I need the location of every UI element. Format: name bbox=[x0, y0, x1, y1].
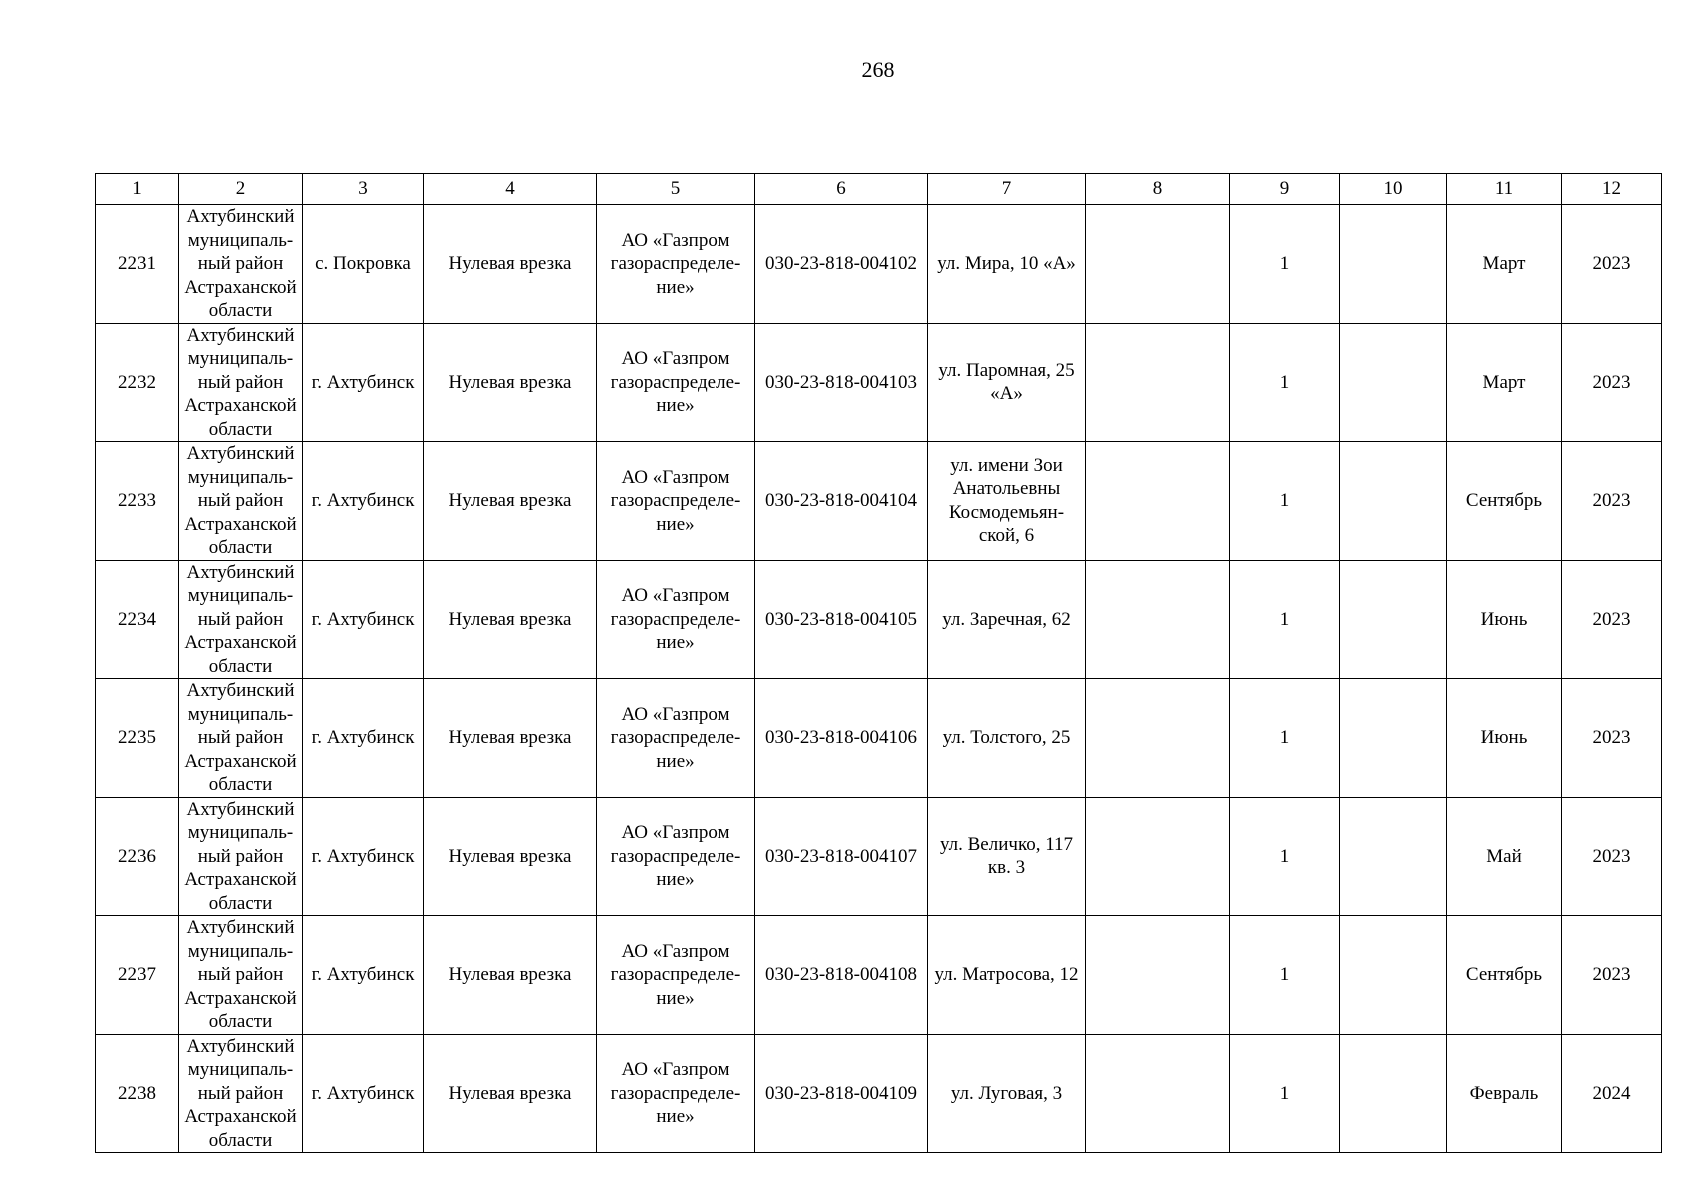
organization-line: газораспределе- bbox=[610, 371, 741, 393]
year-cell: 2023 bbox=[1562, 205, 1662, 324]
municipality-line: муниципаль- bbox=[187, 703, 294, 725]
organization-cell bbox=[597, 797, 755, 916]
row-number-cell: 2233 bbox=[96, 442, 179, 561]
organization-cell bbox=[597, 1034, 755, 1153]
municipality-line: области bbox=[208, 655, 273, 677]
municipality-line: Астраханской bbox=[184, 513, 297, 535]
address-line: ул. Величко, 117 bbox=[939, 833, 1074, 855]
column-8-cell bbox=[1086, 679, 1230, 798]
organization-cell bbox=[597, 916, 755, 1035]
column-10-cell bbox=[1340, 560, 1447, 679]
code-cell: 030-23-818-004102 bbox=[755, 205, 928, 324]
connection-type-cell: Нулевая врезка bbox=[424, 442, 597, 561]
row-number-cell: 2234 bbox=[96, 560, 179, 679]
address-line: «А» bbox=[990, 383, 1023, 405]
municipality-line: муниципаль- bbox=[187, 466, 294, 488]
column-header: 2 bbox=[179, 174, 303, 205]
organization-line: ние» bbox=[656, 276, 695, 298]
organization-line: ние» bbox=[656, 513, 695, 535]
month-cell: Сентябрь bbox=[1447, 442, 1562, 561]
organization-cell bbox=[597, 205, 755, 324]
month-cell: Март bbox=[1447, 205, 1562, 324]
municipality-line: ный район bbox=[197, 845, 284, 867]
column-8-cell bbox=[1086, 442, 1230, 561]
address-cell bbox=[928, 679, 1086, 798]
municipality-line: ный район bbox=[197, 371, 284, 393]
municipality-cell bbox=[179, 1034, 303, 1153]
column-header: 8 bbox=[1086, 174, 1230, 205]
organization-line: ние» bbox=[656, 1106, 695, 1127]
column-8-cell bbox=[1086, 797, 1230, 916]
column-header: 10 bbox=[1340, 174, 1447, 205]
row-number-cell: 2237 bbox=[96, 916, 179, 1035]
municipality-line: ный район bbox=[197, 1082, 284, 1104]
column-10-cell bbox=[1340, 442, 1447, 561]
column-10-cell bbox=[1340, 205, 1447, 324]
column-10-cell bbox=[1340, 323, 1447, 442]
municipality-cell bbox=[179, 679, 303, 798]
municipality-line: Астраханской bbox=[184, 276, 297, 298]
locality-cell: г. Ахтубинск bbox=[303, 560, 424, 679]
address-cell bbox=[928, 323, 1086, 442]
connection-type-cell: Нулевая врезка bbox=[424, 323, 597, 442]
address-line: ул. Паромная, 25 bbox=[938, 359, 1075, 381]
organization-line: АО «Газпром bbox=[621, 822, 730, 843]
organization-cell bbox=[597, 679, 755, 798]
table-row bbox=[96, 797, 1662, 916]
year-cell: 2023 bbox=[1562, 679, 1662, 798]
locality-cell: г. Ахтубинск bbox=[303, 442, 424, 561]
column-header: 12 bbox=[1562, 174, 1662, 205]
municipality-line: Ахтубинский bbox=[186, 917, 295, 938]
quantity-cell: 1 bbox=[1230, 679, 1340, 798]
column-10-cell bbox=[1340, 1034, 1447, 1153]
row-number-cell: 2238 bbox=[96, 1034, 179, 1153]
organization-line: АО «Газпром bbox=[621, 1059, 730, 1080]
address-line: Анатольевны bbox=[952, 478, 1061, 500]
code-cell: 030-23-818-004108 bbox=[755, 916, 928, 1035]
month-cell: Июнь bbox=[1447, 679, 1562, 798]
organization-cell bbox=[597, 442, 755, 561]
column-10-cell bbox=[1340, 916, 1447, 1035]
municipality-line: Астраханской bbox=[184, 1106, 297, 1127]
address-line: ул. Заречная, 62 bbox=[942, 608, 1071, 630]
row-number-cell: 2232 bbox=[96, 323, 179, 442]
address-line: ул. имени Зои bbox=[950, 454, 1063, 476]
organization-line: газораспределе- bbox=[610, 490, 741, 511]
organization-line: АО «Газпром bbox=[621, 348, 730, 369]
column-8-cell bbox=[1086, 1034, 1230, 1153]
year-cell: 2023 bbox=[1562, 323, 1662, 442]
organization-line: газораспределе- bbox=[610, 727, 741, 748]
municipality-line: муниципаль- bbox=[187, 1059, 294, 1080]
table-row bbox=[96, 560, 1662, 679]
municipality-line: муниципаль- bbox=[187, 822, 294, 843]
quantity-cell: 1 bbox=[1230, 797, 1340, 916]
address-line: ул. Толстого, 25 bbox=[942, 727, 1071, 748]
table-row bbox=[96, 1034, 1662, 1153]
address-cell bbox=[928, 442, 1086, 561]
locality-cell: г. Ахтубинск bbox=[303, 1034, 424, 1153]
municipality-cell bbox=[179, 205, 303, 324]
month-cell: Июнь bbox=[1447, 560, 1562, 679]
column-8-cell bbox=[1086, 560, 1230, 679]
locality-cell: г. Ахтубинск bbox=[303, 797, 424, 916]
address-cell bbox=[928, 1034, 1086, 1153]
column-header: 9 bbox=[1230, 174, 1340, 205]
quantity-cell: 1 bbox=[1230, 323, 1340, 442]
code-cell: 030-23-818-004107 bbox=[755, 797, 928, 916]
municipality-line: Ахтубинский bbox=[186, 680, 295, 701]
municipality-line: Ахтубинский bbox=[186, 324, 295, 346]
municipality-line: Астраханской bbox=[184, 395, 297, 416]
locality-cell: г. Ахтубинск bbox=[303, 916, 424, 1035]
connection-type-cell: Нулевая врезка bbox=[424, 205, 597, 324]
organization-line: АО «Газпром bbox=[621, 229, 730, 251]
code-cell: 030-23-818-004109 bbox=[755, 1034, 928, 1153]
municipality-line: муниципаль- bbox=[187, 348, 294, 369]
page-number: 268 bbox=[861, 57, 895, 82]
code-cell: 030-23-818-004103 bbox=[755, 323, 928, 442]
organization-line: АО «Газпром bbox=[621, 466, 730, 488]
year-cell: 2024 bbox=[1562, 1034, 1662, 1153]
table-row bbox=[96, 916, 1662, 1035]
locality-cell: с. Покровка bbox=[303, 205, 424, 324]
municipality-cell bbox=[179, 916, 303, 1035]
row-number-cell: 2235 bbox=[96, 679, 179, 798]
month-cell: Сентябрь bbox=[1447, 916, 1562, 1035]
municipality-line: ный район bbox=[197, 608, 284, 630]
table-row bbox=[96, 205, 1662, 324]
year-cell: 2023 bbox=[1562, 442, 1662, 561]
municipality-line: Астраханской bbox=[184, 987, 297, 1009]
locality-cell: г. Ахтубинск bbox=[303, 323, 424, 442]
column-number-row bbox=[96, 174, 1662, 205]
table-row bbox=[96, 323, 1662, 442]
column-8-cell bbox=[1086, 205, 1230, 324]
address-line: ской, 6 bbox=[978, 525, 1035, 547]
quantity-cell: 1 bbox=[1230, 560, 1340, 679]
municipality-cell bbox=[179, 797, 303, 916]
column-header: 11 bbox=[1447, 174, 1562, 205]
quantity-cell: 1 bbox=[1230, 205, 1340, 324]
connection-type-cell: Нулевая врезка bbox=[424, 560, 597, 679]
municipality-line: области bbox=[208, 892, 273, 914]
municipality-line: области bbox=[208, 537, 273, 558]
address-cell bbox=[928, 797, 1086, 916]
month-cell: Май bbox=[1447, 797, 1562, 916]
municipality-line: области bbox=[208, 1011, 273, 1032]
register-body bbox=[96, 174, 1662, 1153]
column-8-cell bbox=[1086, 916, 1230, 1035]
organization-line: ние» bbox=[656, 395, 695, 416]
municipality-cell bbox=[179, 323, 303, 442]
year-cell: 2023 bbox=[1562, 797, 1662, 916]
column-header: 7 bbox=[928, 174, 1086, 205]
municipality-line: Астраханской bbox=[184, 632, 297, 653]
row-number-cell: 2236 bbox=[96, 797, 179, 916]
municipality-line: области bbox=[208, 418, 273, 440]
organization-line: АО «Газпром bbox=[621, 585, 730, 606]
municipality-line: ный район bbox=[197, 490, 284, 511]
code-cell: 030-23-818-004105 bbox=[755, 560, 928, 679]
organization-line: АО «Газпром bbox=[621, 703, 730, 725]
municipality-line: ный район bbox=[197, 727, 284, 748]
municipality-line: ный район bbox=[197, 253, 284, 274]
municipality-line: области bbox=[208, 774, 273, 795]
column-header: 4 bbox=[424, 174, 597, 205]
year-cell: 2023 bbox=[1562, 560, 1662, 679]
municipality-line: муниципаль- bbox=[187, 940, 294, 962]
table-row bbox=[96, 442, 1662, 561]
organization-line: газораспределе- bbox=[610, 845, 741, 867]
organization-cell bbox=[597, 323, 755, 442]
connection-type-cell: Нулевая врезка bbox=[424, 916, 597, 1035]
column-header: 3 bbox=[303, 174, 424, 205]
municipality-line: Ахтубинский bbox=[186, 798, 295, 820]
code-cell: 030-23-818-004104 bbox=[755, 442, 928, 561]
address-line: ул. Мира, 10 «А» bbox=[937, 253, 1076, 274]
address-cell bbox=[928, 916, 1086, 1035]
column-header: 1 bbox=[96, 174, 179, 205]
connection-type-cell: Нулевая врезка bbox=[424, 679, 597, 798]
municipality-line: муниципаль- bbox=[187, 585, 294, 606]
municipality-line: Астраханской bbox=[184, 869, 297, 890]
code-cell: 030-23-818-004106 bbox=[755, 679, 928, 798]
quantity-cell: 1 bbox=[1230, 916, 1340, 1035]
month-cell: Март bbox=[1447, 323, 1562, 442]
municipality-line: ный район bbox=[197, 964, 284, 985]
organization-line: газораспределе- bbox=[610, 964, 741, 985]
municipality-line: Ахтубинский bbox=[186, 206, 295, 227]
organization-line: газораспределе- bbox=[610, 253, 741, 274]
organization-line: ние» bbox=[656, 750, 695, 772]
organization-line: газораспределе- bbox=[610, 1082, 741, 1104]
quantity-cell: 1 bbox=[1230, 1034, 1340, 1153]
address-line: ул. Матросова, 12 bbox=[934, 964, 1079, 985]
address-line: кв. 3 bbox=[987, 857, 1026, 879]
address-cell bbox=[928, 560, 1086, 679]
organization-cell bbox=[597, 560, 755, 679]
quantity-cell: 1 bbox=[1230, 442, 1340, 561]
column-8-cell bbox=[1086, 323, 1230, 442]
connection-type-cell: Нулевая врезка bbox=[424, 797, 597, 916]
locality-cell: г. Ахтубинск bbox=[303, 679, 424, 798]
address-cell bbox=[928, 205, 1086, 324]
column-header: 6 bbox=[755, 174, 928, 205]
municipality-line: Ахтубинский bbox=[186, 561, 295, 583]
table-row bbox=[96, 679, 1662, 798]
municipality-line: муниципаль- bbox=[187, 229, 294, 251]
municipality-cell bbox=[179, 560, 303, 679]
column-10-cell bbox=[1340, 679, 1447, 798]
column-10-cell bbox=[1340, 797, 1447, 916]
column-header: 5 bbox=[597, 174, 755, 205]
organization-line: газораспределе- bbox=[610, 608, 741, 630]
row-number-cell: 2231 bbox=[96, 205, 179, 324]
organization-line: ние» bbox=[656, 987, 695, 1009]
address-line: Космодемьян- bbox=[948, 501, 1065, 523]
municipality-cell bbox=[179, 442, 303, 561]
year-cell: 2023 bbox=[1562, 916, 1662, 1035]
municipality-line: области bbox=[208, 1129, 273, 1151]
municipality-line: области bbox=[208, 300, 273, 321]
municipality-line: Ахтубинский bbox=[186, 443, 295, 464]
municipality-line: Ахтубинский bbox=[186, 1035, 295, 1057]
register-table bbox=[95, 173, 1662, 1153]
organization-line: АО «Газпром bbox=[621, 940, 730, 962]
connection-type-cell: Нулевая врезка bbox=[424, 1034, 597, 1153]
organization-line: ние» bbox=[656, 869, 695, 890]
month-cell: Февраль bbox=[1447, 1034, 1562, 1153]
address-line: ул. Луговая, 3 bbox=[950, 1082, 1063, 1104]
organization-line: ние» bbox=[656, 632, 695, 653]
municipality-line: Астраханской bbox=[184, 750, 297, 772]
